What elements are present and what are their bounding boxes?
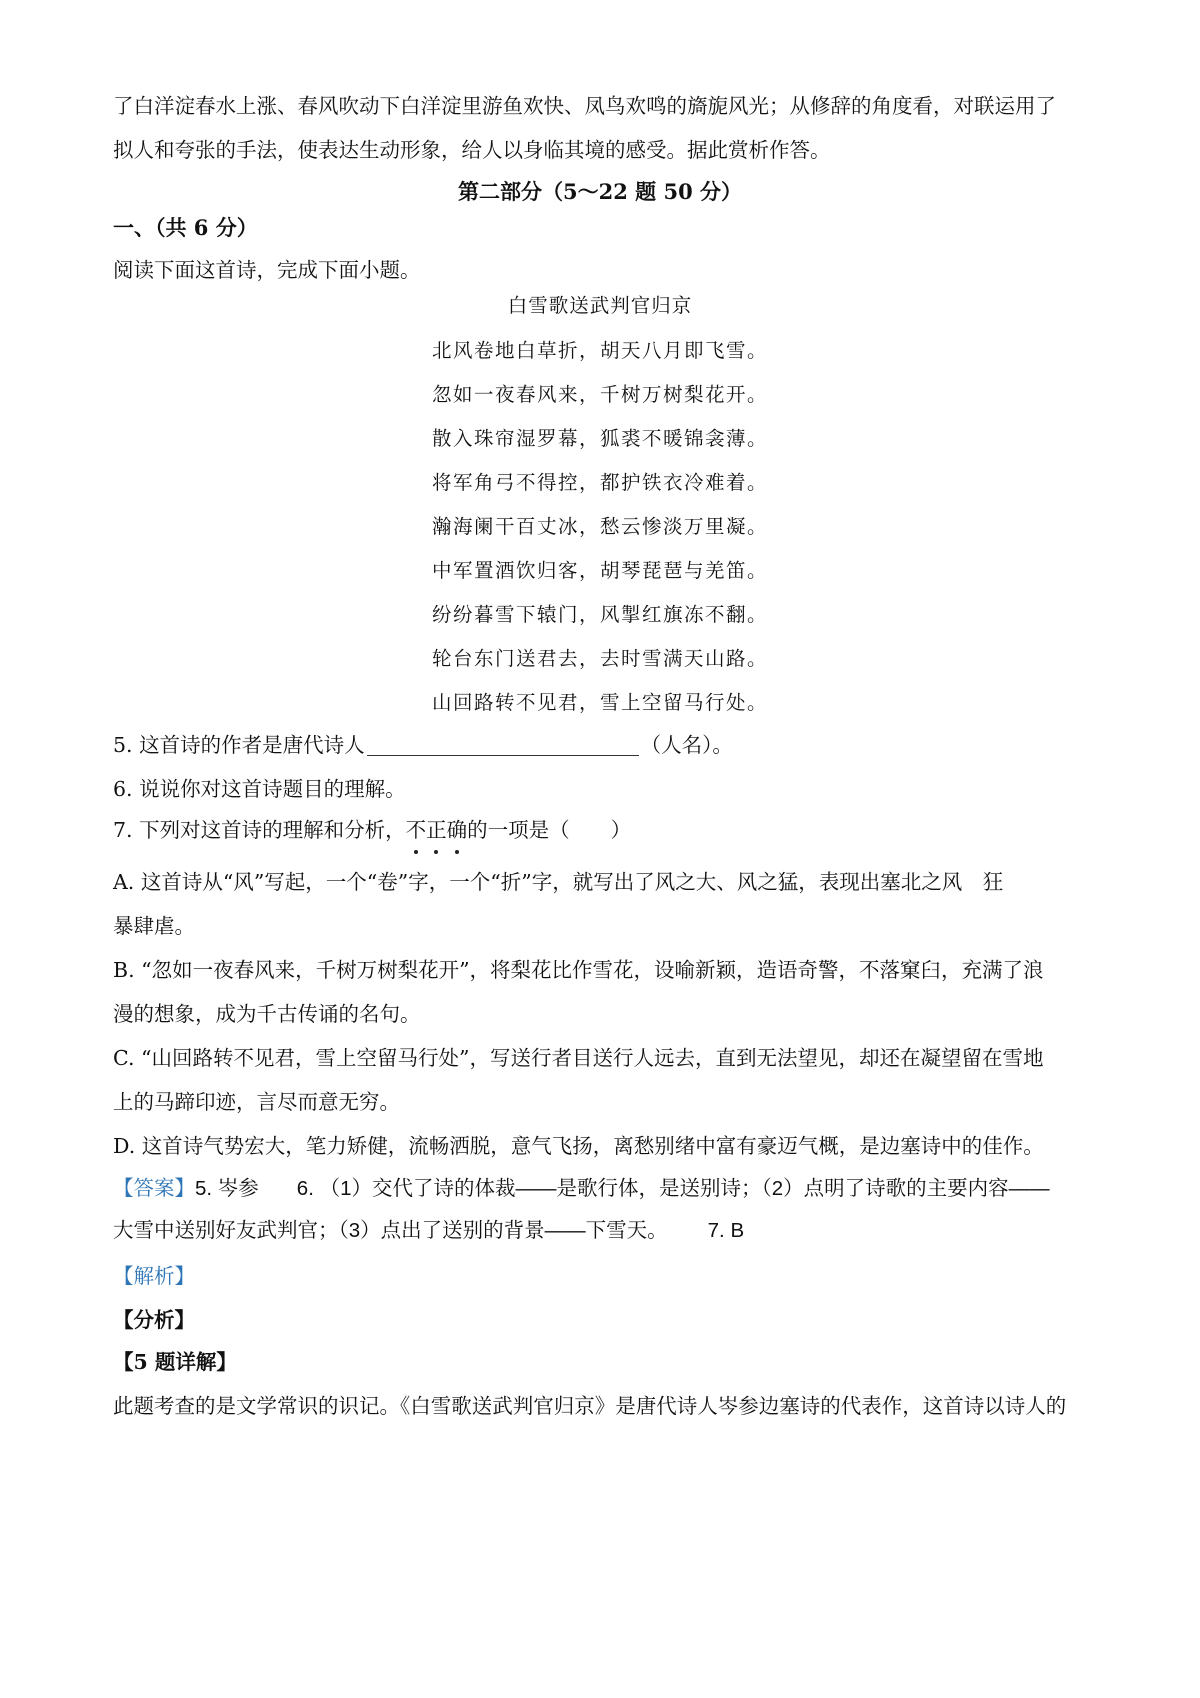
poem-line: 将军角弓不得控，都护铁衣冷难着。	[431, 471, 768, 494]
part-title: 第二部分（5～22 题 50 分）	[458, 179, 742, 204]
poem-line: 山回路转不见君，雪上空留马行处。	[431, 691, 768, 714]
emphasis-char: 正	[426, 818, 447, 842]
emphasis-dot	[414, 850, 418, 854]
poem-line: 纷纷暮雪下辕门，风掣红旗冻不翻。	[431, 603, 768, 626]
q5-detail-text: 此题考查的是文学常识的识记。《白雪歌送武判官归京》是唐代诗人岑参边塞诗的代表作，这首诗以诗人的	[113, 1394, 1067, 1418]
question-5-text: 5. 这首诗的作者是唐代诗人	[113, 733, 365, 757]
option-a-line-2: 暴肆虐。	[113, 914, 195, 938]
answer-tag: 【答案】	[113, 1176, 195, 1200]
poem-line: 中军置酒饮归客，胡琴琵琶与羌笛。	[431, 559, 768, 582]
answer-7: 7. B	[707, 1219, 745, 1242]
answer-line-1	[113, 1174, 1050, 1203]
poem-line: 北风卷地白草折，胡天八月即飞雪。	[431, 339, 768, 362]
section-instruction: 阅读下面这首诗，完成下面小题。	[113, 258, 421, 282]
intro-line-2: 拟人和夸张的手法，使表达生动形象，给人以身临其境的感受。据此赏析作答。	[113, 138, 831, 162]
poem-line: 忽如一夜春风来，千树万树梨花开。	[431, 383, 768, 406]
question-5-suffix: （人名）。	[640, 733, 733, 757]
answer-line-2	[113, 1217, 744, 1245]
option-d-line-1: D. 这首诗气势宏大，笔力矫健，流畅洒脱，意气飞扬，离愁别绪中富有豪迈气概，是边塞诗中的佳作。	[113, 1134, 1044, 1158]
poem-line: 轮台东门送君去，去时雪满天山路。	[431, 647, 768, 670]
option-c-line-2: 上的马蹄印迹，言尽而意无穷。	[113, 1090, 400, 1114]
question-6: 6. 说说你对这首诗题目的理解。	[113, 777, 406, 801]
question-7	[113, 816, 631, 844]
option-a-line-1: A. 这首诗从“风”写起，一个“卷”字，一个“折”字，就写出了风之大、风之猛，表现出塞北之风 狂	[113, 870, 1004, 894]
answer-6-line-2: 大雪中送别好友武判官；（3）点出了送别的背景——下雪天。	[113, 1219, 668, 1242]
emphasis-char: 确	[447, 818, 468, 842]
emphasis-dot	[455, 850, 459, 854]
section-heading: 一、（共 6 分）	[113, 215, 258, 240]
q5-detail-tag: 【5 题详解】	[113, 1350, 237, 1374]
option-b-line-2: 漫的想象，成为千古传诵的名句。	[113, 1002, 421, 1026]
question-7-suffix: 的一项是（ ）	[467, 818, 632, 842]
answer-5: 5. 岑参	[195, 1177, 259, 1200]
fenxi-tag: 【分析】	[113, 1308, 195, 1332]
emphasis-char: 不	[406, 818, 427, 842]
option-c-line-1: C. “山回路转不见君，雪上空留马行处”，写送行者目送行人远去，直到无法望见，却还在凝望留在雪地	[113, 1046, 1044, 1070]
poem-title: 白雪歌送武判官归京	[507, 294, 693, 317]
answer-blank[interactable]	[367, 733, 639, 756]
question-7-text: 7. 下列对这首诗的理解和分析，	[113, 818, 406, 842]
option-b-line-1: B. “忽如一夜春风来，千树万树梨花开”，将梨花比作雪花，设喻新颖，造语奇警，不落窠臼，充满了浪	[113, 958, 1044, 982]
answer-6-line-1: 6. （1）交代了诗的体裁——是歌行体，是送别诗；（2）点明了诗歌的主要内容——	[296, 1177, 1050, 1200]
question-5	[113, 731, 733, 759]
analysis-tag: 【解析】	[113, 1264, 195, 1288]
poem-line: 散入珠帘湿罗幕，狐裘不暖锦衾薄。	[431, 427, 768, 450]
intro-line-1: 了白洋淀春水上涨、春风吹动下白洋淀里游鱼欢快、凤鸟欢鸣的旖旎风光；从修辞的角度看，对联运用了	[113, 94, 1056, 118]
poem-line: 瀚海阑干百丈冰，愁云惨淡万里凝。	[431, 515, 768, 538]
emphasis-dot	[434, 850, 438, 854]
